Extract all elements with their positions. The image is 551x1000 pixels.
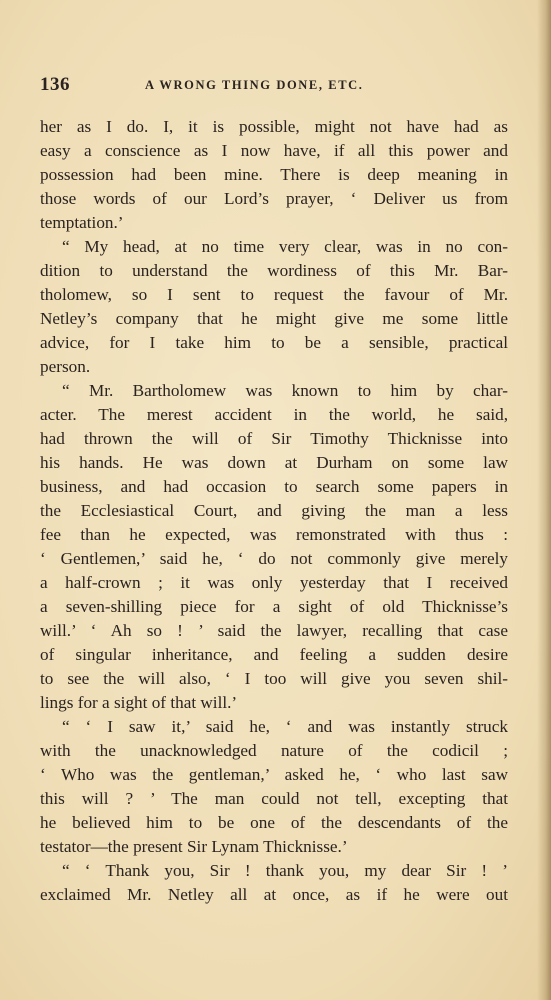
text-line: a seven-shilling piece for a sight of old Thicknisse’s bbox=[40, 597, 508, 616]
text-line: dition to understand the wordiness of this Mr. Bar- bbox=[40, 261, 508, 280]
text-line: this will ? ’ The man could not tell, excepting that bbox=[40, 789, 508, 808]
text-line: with the unacknowledged nature of the codicil ; bbox=[40, 741, 508, 760]
text-line: “ ‘ Thank you, Sir ! thank you, my dear Sir ! ’ bbox=[62, 861, 508, 880]
page-header bbox=[40, 74, 500, 100]
text-line: possession had been mine. There is deep meaning in bbox=[40, 165, 508, 184]
text-line: “ ‘ I saw it,’ said he, ‘ and was instantly struck bbox=[62, 717, 508, 736]
text-line: will.’ ‘ Ah so ! ’ said the lawyer, recalling that case bbox=[40, 621, 508, 640]
text-line: he believed him to be one of the descendants of the bbox=[40, 813, 508, 832]
text-line: his hands. He was down at Durham on some law bbox=[40, 453, 508, 472]
text-line: advice, for I take him to be a sensible, practical bbox=[40, 333, 508, 352]
text-line: tholomew, so I sent to request the favour of Mr. bbox=[40, 285, 508, 304]
text-line: lings for a sight of that will.’ bbox=[40, 693, 238, 712]
text-line: ‘ Who was the gentleman,’ asked he, ‘ who last saw bbox=[40, 765, 508, 784]
text-line: of singular inheritance, and feeling a sudden desire bbox=[40, 645, 508, 664]
page-edge-shadow bbox=[537, 0, 551, 1000]
text-line: fee than he expected, was remonstrated with thus : bbox=[40, 525, 508, 544]
body-text bbox=[40, 115, 508, 907]
text-line: those words of our Lord’s prayer, ‘ Deliver us from bbox=[40, 189, 508, 208]
text-line: ‘ Gentlemen,’ said he, ‘ do not commonly give merely bbox=[40, 549, 508, 568]
text-line: Netley’s company that he might give me some little bbox=[40, 309, 508, 328]
text-line: her as I do. I, it is possible, might not have had as bbox=[40, 117, 508, 136]
text-line: person. bbox=[40, 357, 91, 376]
text-line: had thrown the will of Sir Timothy Thicknisse into bbox=[40, 429, 508, 448]
text-line: “ My head, at no time very clear, was in no con- bbox=[62, 237, 508, 256]
page-number: 136 bbox=[40, 74, 70, 95]
text-line: temptation.’ bbox=[40, 213, 124, 232]
text-line: exclaimed Mr. Netley all at once, as if he were out bbox=[40, 885, 508, 904]
text-line: to see the will also, ‘ I too will give you seven shil- bbox=[40, 669, 508, 688]
text-line: the Ecclesiastical Court, and giving the man a less bbox=[40, 501, 508, 520]
text-line: business, and had occasion to search some papers in bbox=[40, 477, 508, 496]
text-line: easy a conscience as I now have, if all this power and bbox=[40, 141, 508, 160]
text-line: “ Mr. Bartholomew was known to him by char- bbox=[62, 381, 508, 400]
text-line: testator—the present Sir Lynam Thicknisse.’ bbox=[40, 837, 348, 856]
text-line: acter. The merest accident in the world, he said, bbox=[40, 405, 508, 424]
running-head: A WRONG THING DONE, ETC. bbox=[145, 78, 364, 92]
text-line: a half-crown ; it was only yesterday that I received bbox=[40, 573, 508, 592]
